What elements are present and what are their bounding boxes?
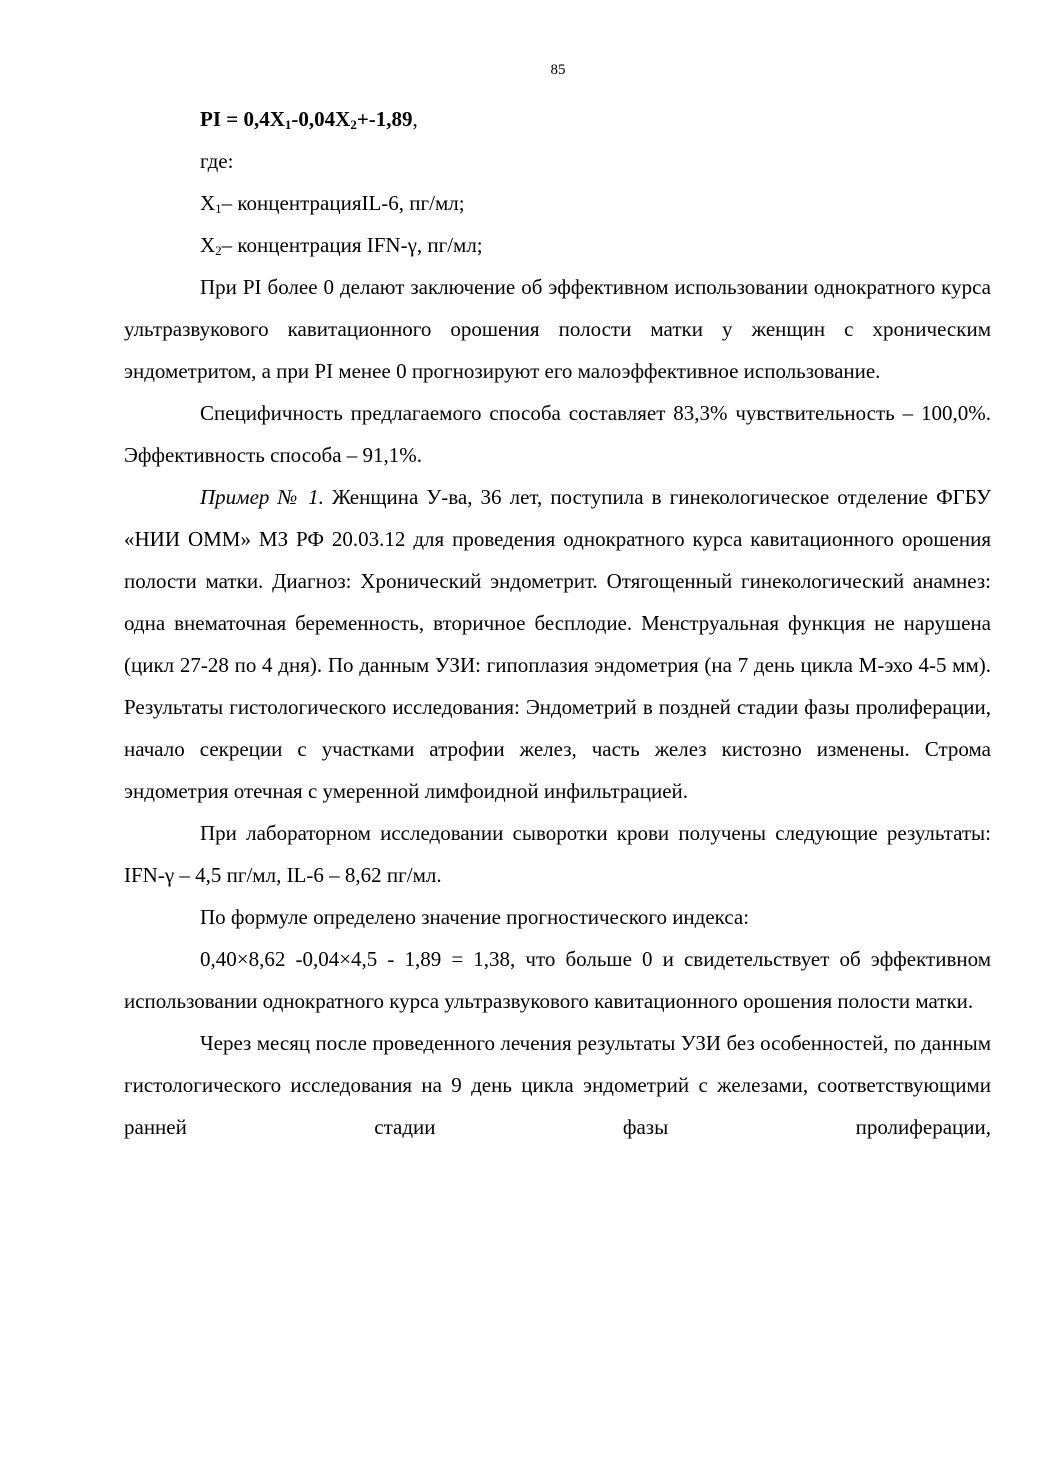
formula-line: PI = $0,4X_1-0,04X_2+-1,89$, (200, 107, 418, 132)
formula-intro-paragraph: По формуле определено значение прогностического индекса: (200, 905, 750, 929)
followup-paragraph: Через месяц после проведенного лечения результаты УЗИ без особенностей, по данным гистологического исследования на 9 день цикла эндометрий с железами, соответствующими ранней стадии фазы пролиферации, (124, 1031, 991, 1139)
lab-results-paragraph: При лабораторном исследовании сыворотки крови получены следующие результаты: IFN-γ – 4,5 пг/мл, IL-6 – 8,62 пг/мл. (124, 821, 991, 887)
variable-x1: $X_1-$ концентрацияIL-6, пг/мл; (200, 191, 465, 216)
document-body (124, 98, 991, 1148)
variable-x2: $X_2-$ концентрация IFN-γ, пг/мл; (200, 233, 483, 258)
example-paragraph (124, 476, 991, 812)
page-number: 85 (550, 62, 566, 78)
calculation-paragraph: 0,40×8,62 -0,04×4,5 - 1,89 = 1,38, что больше 0 и свидетельствует об эффективном использовании однократного курса ультразвукового кавитационного орошения полости матки. (124, 947, 991, 1013)
specificity-paragraph: Специфичность предлагаемого способа составляет 83,3% чувствительность – 100,0%. Эффективность способа – 91,1%. (124, 401, 991, 467)
where-label: где: (200, 149, 234, 173)
conclusion-paragraph: При PI более 0 делают заключение об эффективном использовании однократного курса ультразвукового кавитационного орошения полости матки у женщин с хроническим эндометритом, а при PI менее 0 прогнозируют его малоэффективное использование. (124, 275, 991, 383)
example-label: Пример № 1. (200, 485, 324, 509)
formula: PI = $0,4X_1-0,04X_2+-1,89$ (200, 107, 413, 132)
example-text: Женщина У-ва, 36 лет, поступила в гинекологическое отделение ФГБУ «НИИ ОММ» МЗ РФ 20.03.12 для проведения однократного курса кавитационного орошения полости матки. Диагноз: Хронический эндометрит. Отягощенный гинекологический анамнез: одна внематочная беременность, вторичное бесплодие. Менструальная функция не нарушена (цикл 27-28 по 4 дня). По данным УЗИ: гипоплазия эндометрия (на 7 день цикла М-эхо 4-5 мм). Результаты гистологического исследования: Эндометрий в поздней стадии фазы пролиферации, начало секреции с участками атрофии желез, часть желез кистозно изменены. Строма эндометрия отечная с умеренной лимфоидной инфильтрацией. (124, 485, 991, 803)
